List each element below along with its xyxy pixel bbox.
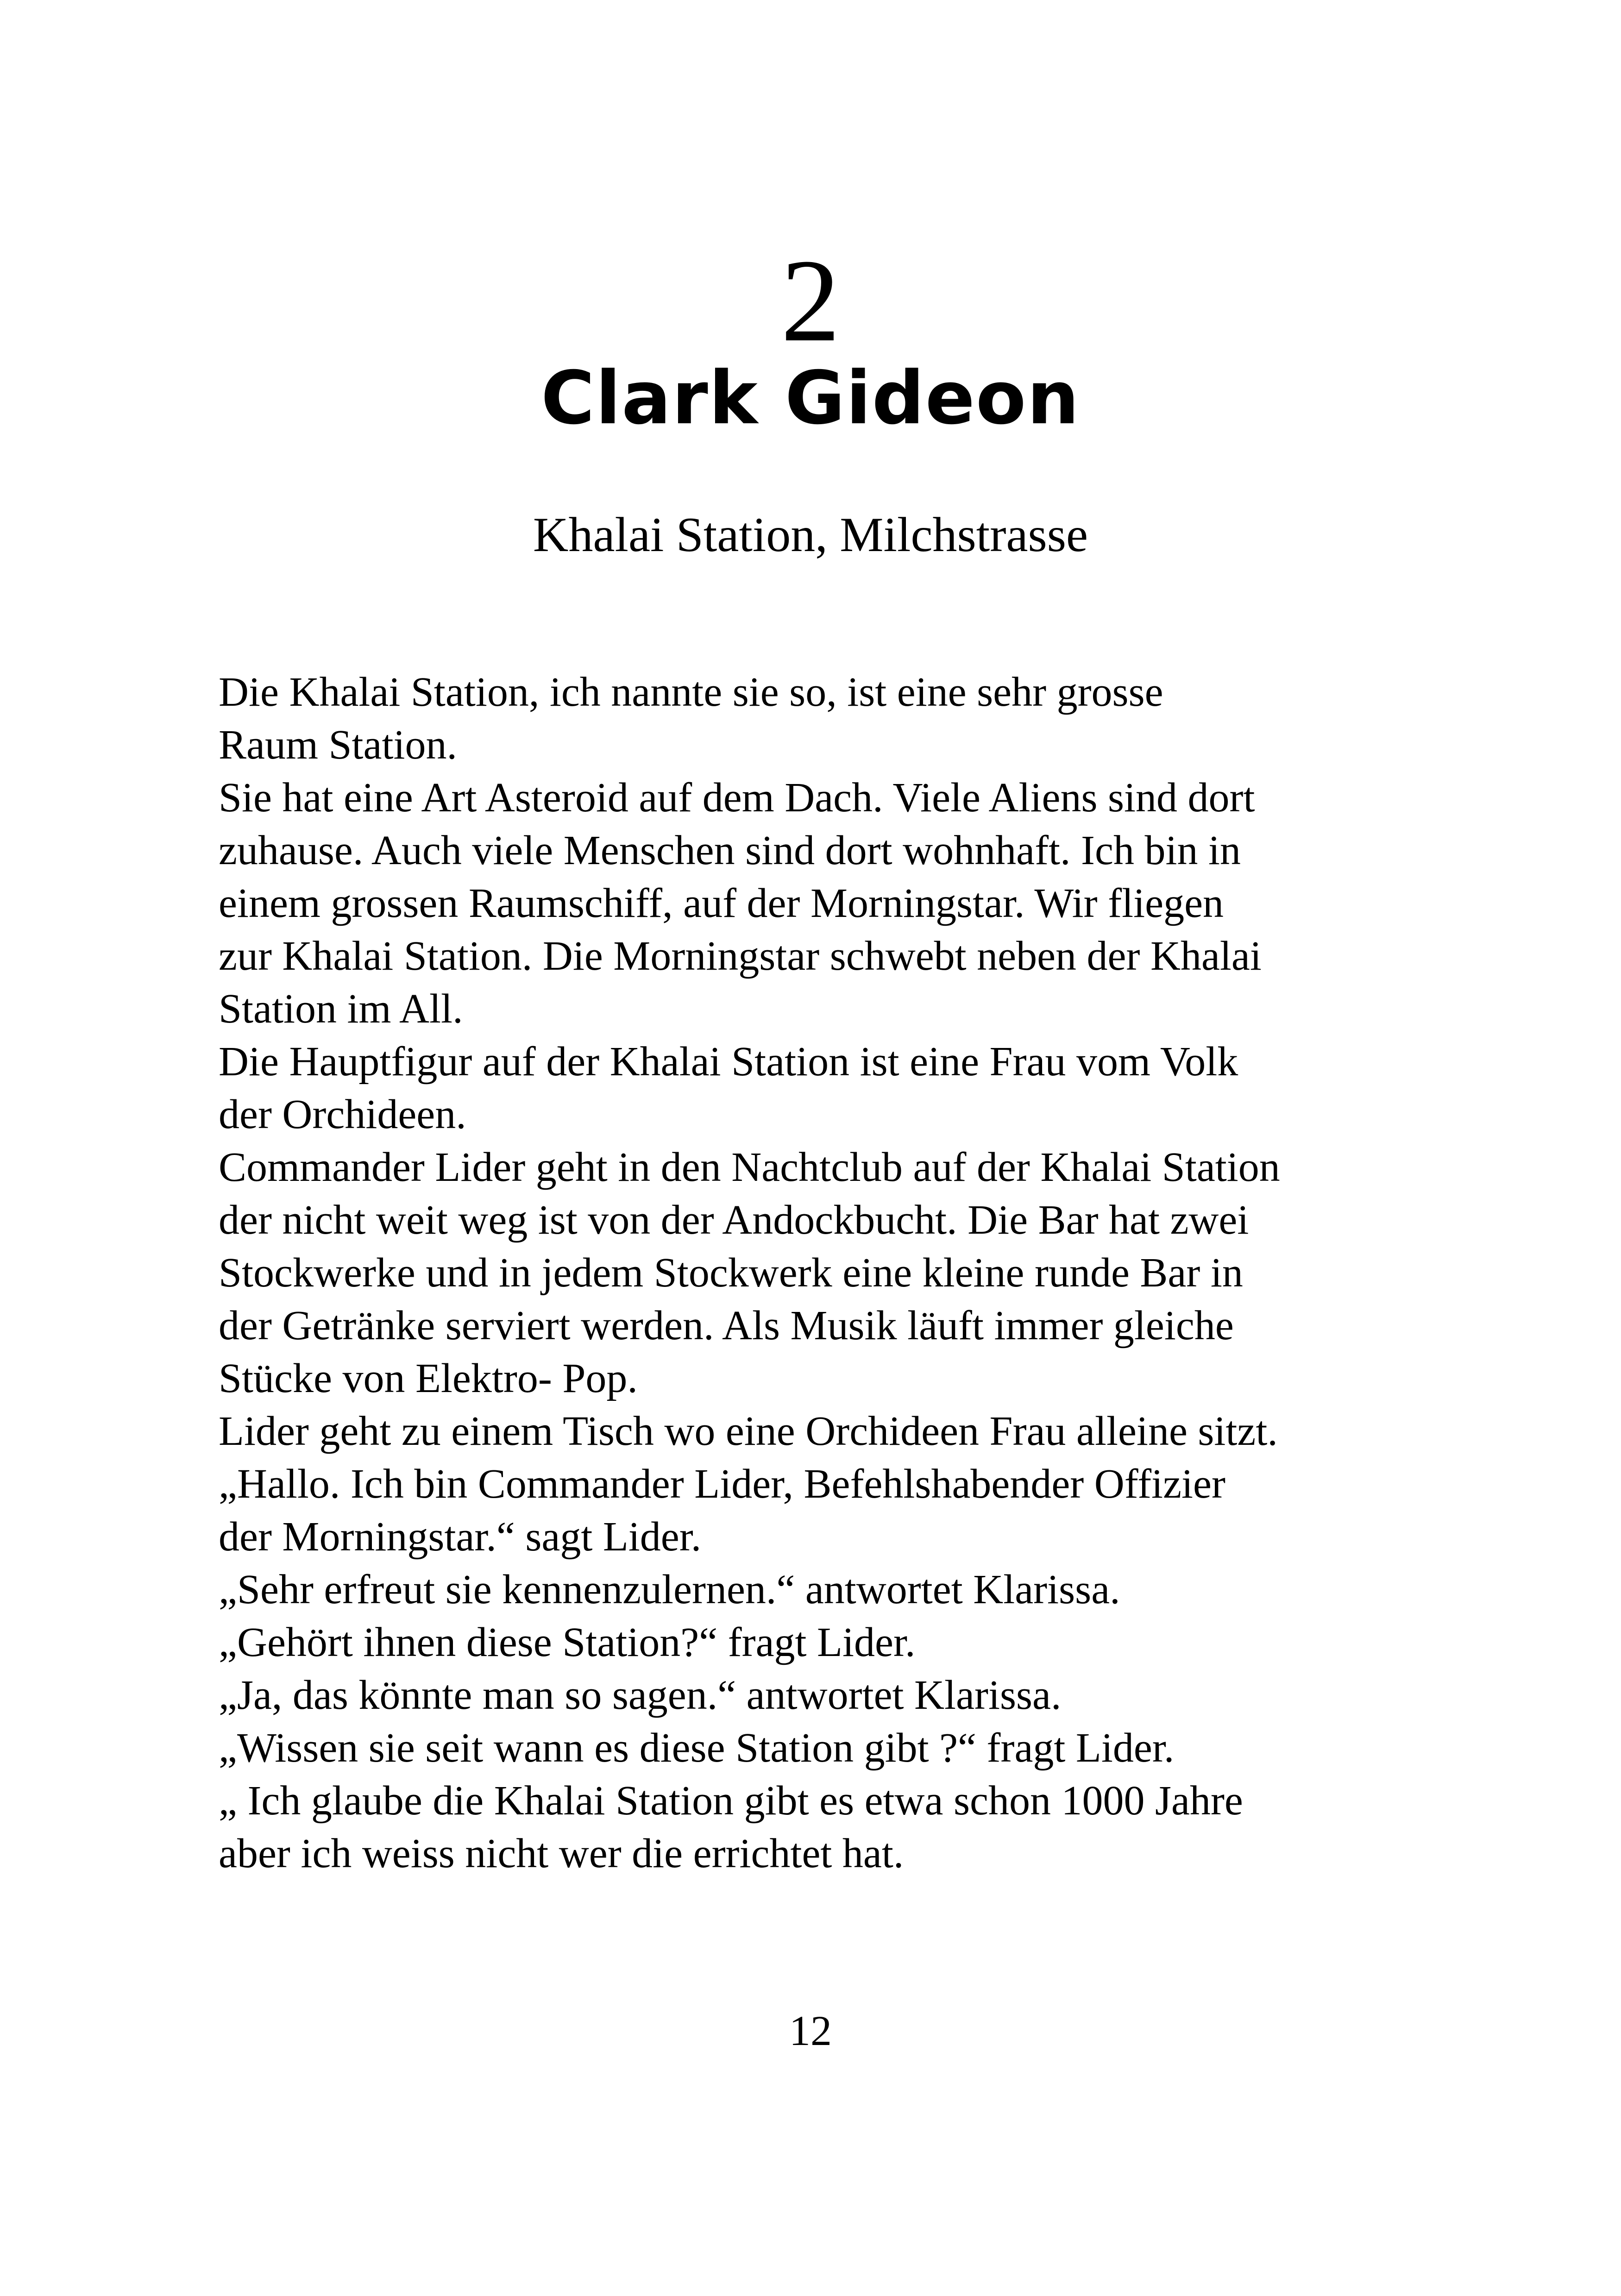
body-text [219, 666, 1446, 1880]
text-line: der Getränke serviert werden. Als Musik läuft immer gleiche [219, 1303, 1234, 1349]
chapter-number: 2 [781, 235, 840, 366]
chapter-location: Khalai Station, Milchstrasse [533, 508, 1088, 562]
text-line: Lider geht zu einem Tisch wo eine Orchideen Frau alleine sitzt. [219, 1408, 1278, 1454]
text-line: der Orchideen. [219, 1092, 466, 1137]
text-line: „Gehört ihnen diese Station?“ fragt Lider. [219, 1619, 916, 1665]
text-line: „ Ich glaube die Khalai Station gibt es etwa schon 1000 Jahre [219, 1778, 1243, 1824]
text-line: einem grossen Raumschiff, auf der Morningstar. Wir fliegen [219, 880, 1224, 926]
chapter-title: Clark Gideon [541, 356, 1080, 441]
text-line: Stockwerke und in jedem Stockwerk eine kleine runde Bar in [219, 1250, 1243, 1296]
text-line: Commander Lider geht in den Nachtclub auf der Khalai Station [219, 1144, 1280, 1190]
text-line: aber ich weiss nicht wer die errichtet hat. [219, 1831, 904, 1876]
text-line: zuhause. Auch viele Menschen sind dort wohnhaft. Ich bin in [219, 828, 1241, 873]
text-line: der nicht weit weg ist von der Andockbucht. Die Bar hat zwei [219, 1197, 1249, 1243]
text-line: der Morningstar.“ sagt Lider. [219, 1514, 702, 1560]
text-line: Die Khalai Station, ich nannte sie so, ist eine sehr grosse [219, 669, 1163, 715]
text-line: zur Khalai Station. Die Morningstar schwebt neben der Khalai [219, 933, 1262, 979]
text-line: Raum Station. [219, 722, 457, 768]
text-line: „Ja, das könnte man so sagen.“ antwortet Klarissa. [219, 1672, 1062, 1718]
text-line: Die Hauptfigur auf der Khalai Station ist eine Frau vom Volk [219, 1039, 1238, 1085]
page-number: 12 [789, 2007, 832, 2054]
text-line: Stücke von Elektro- Pop. [219, 1355, 638, 1401]
text-line: „Hallo. Ich bin Commander Lider, Befehlshabender Offizier [219, 1461, 1225, 1507]
text-line: Sie hat eine Art Asteroid auf dem Dach. Viele Aliens sind dort [219, 775, 1255, 821]
text-line: „Wissen sie seit wann es diese Station gibt ?“ fragt Lider. [219, 1725, 1175, 1771]
text-line: Station im All. [219, 986, 463, 1032]
text-line: „Sehr erfreut sie kennenzulernen.“ antwortet Klarissa. [219, 1567, 1120, 1612]
